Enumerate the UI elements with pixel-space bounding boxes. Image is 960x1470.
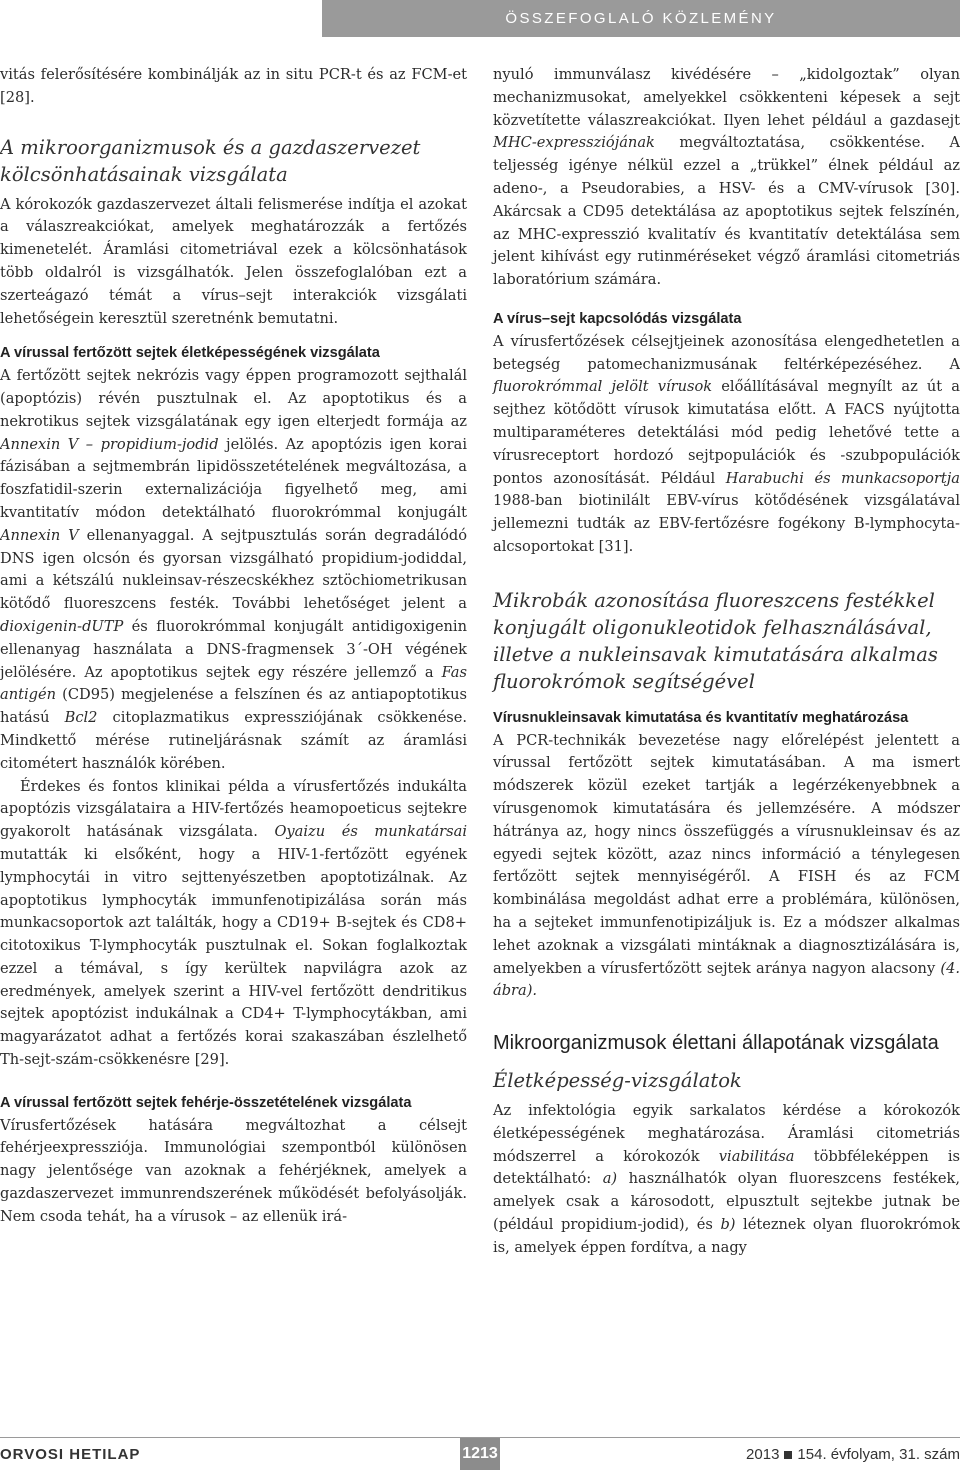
section-heading-microbes: Mikrobák azonosítása fluoreszcens festékkel konjugált oligonukleotidok felhasználásával, illetve a nukleinsavak kimutatására alkalmas fluorokrómok segítségével <box>493 588 938 693</box>
paragraph-continued: vitás felerősítésére kombinálják az in situ PCR-t és az FCM-et [28]. <box>0 66 467 106</box>
paragraph-protein: Vírusfertőzések hatására megváltozhat a célsejt fehérjeexpressziója. Immunológiai szempontból különösen nagy jelentősége van azoknak a fehérjéknek, amelyek a gazdaszervezet immunrendszerének működését befolyásolják. Nem csoda tehát, ha a vírusok – az ellenük irá- <box>0 1116 467 1225</box>
section-header-band <box>322 0 960 37</box>
paragraph-mhc: nyuló immunválasz kivédésére – „kidolgoztak” olyan mechanizmusokat, amelyekkel csökkenteni képesek a sejt közvetítette válaszreakciókat. Ilyen lehet például a gazdasejt MHC-expressziójának megváltoztatása, csökkentése. A teljesség igénye nélkül ezzel a „trükkel” élnek például az adeno-, a Pseudorabies, a HSV- és a CMV-vírusok [30]. Akárcsak a CD95 detektálása az apoptotikus sejtek felszínén, az MHC-expresszió kvalitatív és kvantitatív detektálása sem jelent kihívást egy rutinméréseket végző áramlási citometriás laboratórium számára. <box>493 66 960 289</box>
issue-volume: 154. évfolyam, 31. szám <box>797 1446 960 1463</box>
section-header-title: ÖSSZEFOGLALÓ KÖZLEMÉNY <box>505 10 777 27</box>
subheading-binding: A vírus–sejt kapcsolódás vizsgálata <box>493 310 742 327</box>
page-footer <box>0 1438 960 1470</box>
left-column <box>0 64 467 1229</box>
paragraph-intro: A kórokozók gazdaszervezet általi felismerése indítja el azokat a válaszreakciókat, amelyek meghatározzák a fertőzés kimenetelét. Áramlási citometriával ezek a kölcsönhatások több oldalról is vizsgálhatók. Jelen összefoglalóban ezt a szerteágazó témát a vírus–sejt interakciók vizsgálati lehetőségein keresztül szeretnénk bemutatni. <box>0 195 467 327</box>
section-heading-interactions: A mikroorganizmusok és a gazdaszervezet kölcsönhatásainak vizsgálata <box>0 135 421 186</box>
journal-name: ORVOSI HETILAP <box>0 1446 141 1463</box>
issue-year: 2013 <box>746 1446 780 1463</box>
subheading-protein: A vírussal fertőzött sejtek fehérje-összetételének vizsgálata <box>0 1094 412 1111</box>
square-bullet-icon <box>784 1451 792 1459</box>
issue-info <box>746 1446 960 1463</box>
right-column <box>493 64 960 1260</box>
section-heading-viability-tests: Életképesség-vizsgálatok <box>493 1069 742 1093</box>
section-heading-physiology: Mikroorganizmusok élettani állapotának vizsgálata <box>493 1032 939 1055</box>
paragraph-binding: A vírusfertőzések célsejtjeinek azonosítása elengedhetetlen a betegség patomechanizmusának feltérképezéséhez. A fluorokrómmal jelölt vírusok előállításával megnyílt az út a sejthez kötődött vírusok kimutatása előtt. A FACS nyújtotta multiparaméteres detektálási mód pedig lehetővé tette a vírusreceptort hordozó sejtpopulációk és -szubpopulációk pontos azonosítását. Például Harabuchi és munkacsoportja 1988-ban biotinilált EBV-vírus kötődésének vizsgálatával jellemezni tudták az EBV-fertőzésre fogékony B-lymphocyta-alcsoportokat [31]. <box>493 332 960 555</box>
subheading-nucleic: Vírusnukleinsavak kimutatása és kvantitatív meghatározása <box>493 709 909 726</box>
paragraph-hiv: Érdekes és fontos klinikai példa a vírusfertőzés indukálta apoptózis vizsgálataira a HIV-fertőzés heamopoeticus sejtekre gyakorolt hatásának vizsgálata. Oyaizu és munkatársai mutatták ki elsőként, hogy a HIV-1-fertőzött egyének lymphocytái in vitro sejttenyészetben apoptotizálnak. Az apoptotikus lymphocyták immunfenotipizálása során más munkacsoportok azt találták, hogy a CD19+ B-sejtek és CD8+ citotoxikus T-lymphocyták pusztulnak el. Sokan foglalkoztak ezzel a témával, s így kerültek napvilágra azok az eredmények, amelyek szerint a HIV-vel fertőzött dendritikus sejtek apoptózist indukálnak a CD4+ T-lymphocytákban, ami magyarázatot adhat a fertőzés korai szakaszában észlelhető Th-sejt-szám-csökkenésre [29]. <box>0 777 467 1069</box>
page-number: 1213 <box>460 1438 500 1470</box>
paragraph-apoptosis: A fertőzött sejtek nekrózis vagy éppen programozott sejthalál (apoptózis) révén pusztulnak el. Az apoptotikus és a nekrotikus sejtek vizsgálatának egy igen elterjedt formája az Annexin V – propidium-jodid jelölés. Az apoptózis igen korai fázisában a sejtmembrán lipidösszetételének megváltozása, a foszfatidil-szerin externalizációja figyelhető meg, ami kvantitatív módon detektálható fluorokrómmal konjugált Annexin V ellenanyaggal. A sejtpusztulás során degradálódó DNS igen olcsón és gyorsan vizsgálható propidium-jodiddal, ami a kétszálú nukleinsav-részecskékhez sztöchiometrikusan kötődő fluoreszcens festék. További lehetőséget jelent a dioxigenin-dUTP és fluorokrómmal konjugált antidigoxigenin ellenanyag használata a DNS-fragmensek 3´-OH végének jelölésére. Az apoptotikus sejtek egy részére jellemző a Fas antigén (CD95) megjelenése a felszínen és az antiapoptotikus hatású Bcl2 citoplazmatikus expressziójának csökkenése. Mindkettő mérése rutineljárásnak számít az áramlási citométert használók körében. <box>0 367 468 772</box>
paragraph-pcr: A PCR-technikák bevezetése nagy előrelépést jelentett a vírussal fertőzött sejtek kimutatásában. A ma ismert módszerek közül ezeket tartják a legérzékenyebbnek a vírusgenomok kimutatására és jellemzésére. A módszer hátránya az, hogy nincs összefüggés a vírusnukleinsav és az egyedi sejtek között, azaz nincs információ a ténylegesen fertőzött sejtek mennyiségéről. A FISH és az FCM kombinálása megoldást adhat erre a problémára, különösen, ha a sejteket immunfenotipizáljuk is. Ez a módszer alkalmas lehet azoknak a vizsgálati mintáknak a diagnosztizálására is, amelyekben a vírusfertőzött sejtek aránya nagyon alacsony (4. ábra). <box>493 731 960 1000</box>
subheading-viability: A vírussal fertőzött sejtek életképességének vizsgálata <box>0 345 380 362</box>
paragraph-viability: Az infektológia egyik sarkalatos kérdése a kórokozók életképességének meghatározása. Áramlási citometriás módszerrel a kórokozók viabilitása többféleképpen is detektálható: a) használhatók olyan fluoreszcens festékek, amelyek csak a károsodott, elpusztult sejtekbe jutnak be (például propidium-jodid), és b) léteznek olyan fluorokrómok is, amelyek éppen fordítva, a nagy <box>493 1102 960 1256</box>
